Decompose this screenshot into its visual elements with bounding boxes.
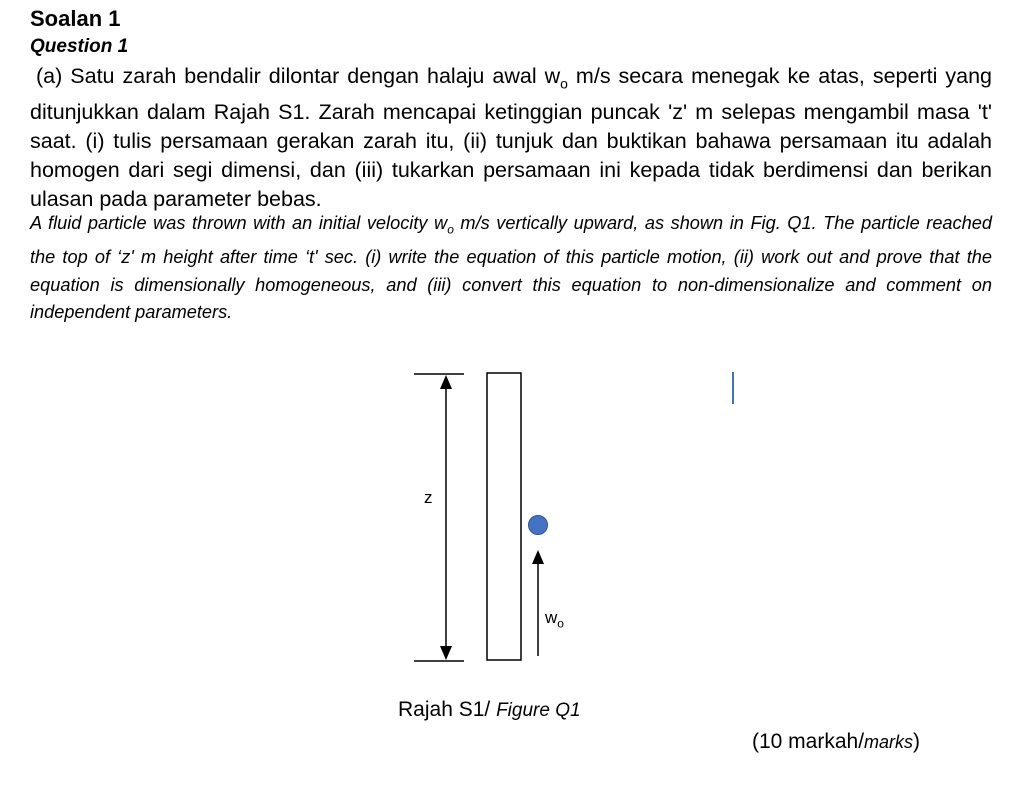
english-text-part2: m/s vertically upward, as shown in Fig. Q1. The particle reached the top of ‘z' m height after time ‘t' sec. (i) write the equation of this particle motion, (ii) work out and prove that the equation is dimensionally homogeneous, and (iii) convert this equation to non-dimensionalize and comment on independent parameters. [30, 213, 992, 323]
velocity-subscript: o [557, 616, 564, 631]
english-text-part1: A fluid particle was thrown with an initial velocity w [30, 213, 448, 233]
question-text-english [30, 210, 992, 327]
malay-text-rest: seperti yang ditunjukkan dalam Rajah S1. Zarah mencapai ketinggian puncak 'z' m selepas mengambil masa 't' saat. (i) tulis persamaan gerakan zarah itu, (ii) tunjuk dan buktikan bahawa persamaan itu adalah homogen dari segi dimensi, dan (iii) tukarkan persamaan ini kepada tidak berdimensi dan berikan ulasan pada parameter bebas. [30, 64, 992, 212]
figure-q1 [380, 360, 640, 680]
marks-allocation [752, 730, 920, 754]
question-text-malay [30, 62, 992, 214]
fluid-particle [529, 516, 548, 535]
question-title-malay: Soalan 1 [30, 6, 121, 31]
height-label: z [424, 488, 433, 507]
malay-text-part1: (a) Satu zarah bendalir dilontar dengan halaju awal w [36, 64, 561, 88]
height-arrow-down-icon [440, 646, 452, 660]
caption-english: Figure Q1 [496, 700, 581, 721]
marks-english: marks [864, 732, 914, 752]
malay-subscript: o [560, 75, 568, 92]
caption-malay: Rajah S1/ [398, 698, 497, 721]
height-arrow-up-icon [440, 375, 452, 389]
velocity-symbol: w [545, 608, 558, 627]
figure-caption [398, 698, 581, 722]
velocity-label [545, 608, 564, 630]
velocity-arrow-icon [532, 550, 544, 564]
malay-text-part2: m/s secara menegak ke atas, [567, 64, 865, 88]
english-subscript: o [447, 222, 454, 237]
figure-drawing [380, 360, 640, 680]
text-cursor [732, 372, 734, 404]
question-title-english: Question 1 [30, 36, 129, 57]
column-rectangle [487, 373, 521, 660]
marks-close: ) [913, 730, 921, 753]
marks-open: (10 markah/ [752, 730, 865, 753]
